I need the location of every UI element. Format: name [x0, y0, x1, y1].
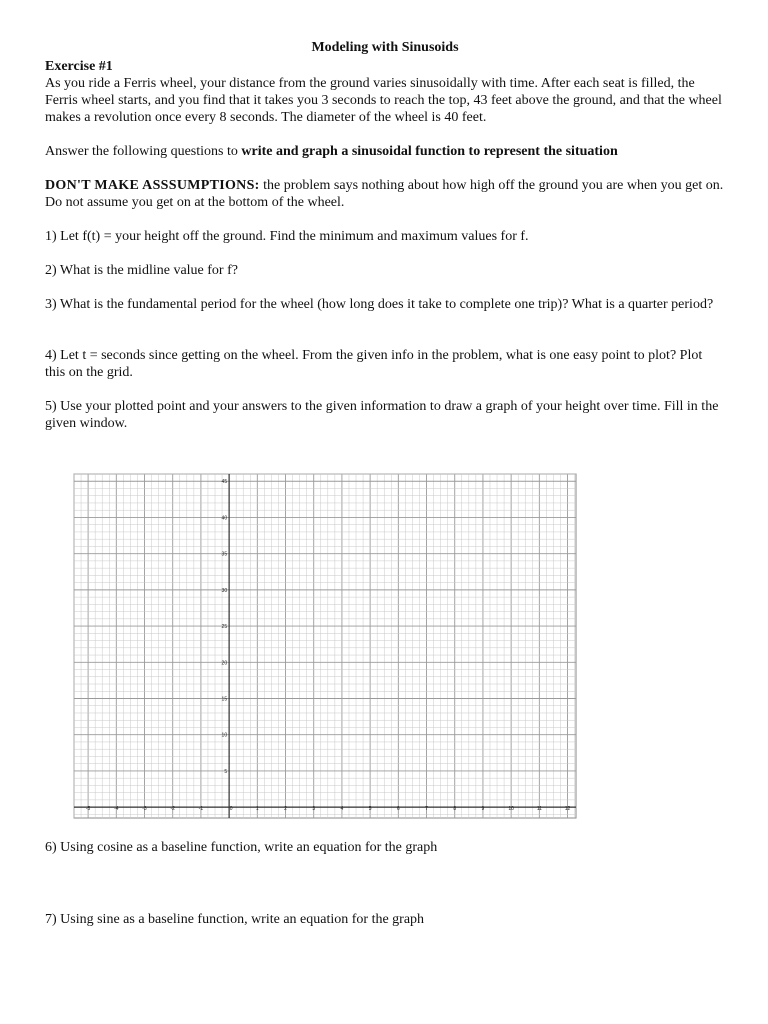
page-title: Modeling with Sinusoids	[311, 40, 459, 55]
grid-svg[interactable]	[70, 470, 580, 822]
question-2: 2) What is the midline value for f?	[45, 263, 238, 278]
x-tick-label: -4	[114, 806, 119, 813]
x-tick-label: 8	[453, 806, 457, 813]
grid-frame	[74, 474, 576, 818]
question-7: 7) Using sine as a baseline function, write an equation for the graph	[45, 912, 425, 927]
y-tick-label: 40	[221, 515, 228, 522]
x-tick-label: 6	[396, 806, 400, 813]
x-tick-label: 10	[508, 806, 514, 813]
instruction-prefix: Answer the following questions to	[45, 144, 242, 159]
x-tick-label: -1	[198, 806, 204, 813]
x-tick-label: 0	[229, 806, 233, 813]
y-tick-label: 10	[221, 732, 228, 739]
x-tick-label: 3	[312, 806, 316, 813]
y-tick-label: 35	[221, 551, 228, 558]
y-tick-label: 5	[224, 768, 228, 775]
x-tick-label: -3	[142, 806, 147, 813]
warning-paragraph	[45, 177, 725, 211]
x-tick-label: -2	[170, 806, 175, 813]
question-4: 4) Let t = seconds since getting on the wheel. From the given info in the problem, what is one easy point to plot? Plot this on the grid.	[45, 348, 703, 380]
x-tick-label: -5	[85, 806, 91, 813]
x-tick-label: 2	[284, 806, 287, 813]
question-3: 3) What is the fundamental period for the wheel (how long does it take to complete one trip)? What is a quarter period?	[45, 297, 714, 312]
intro-paragraph: As you ride a Ferris wheel, your distance from the ground varies sinusoidally with time. After each seat is filled, the Ferris wheel starts, and you find that it takes you 3 seconds to reach the top, 43 feet above the ground, and that the wheel makes a revolution once every 8 seconds. The diameter of the wheel is 40 feet.	[45, 76, 722, 125]
y-tick-label: 20	[221, 660, 228, 667]
x-tick-label: 12	[564, 806, 571, 813]
instruction-paragraph	[45, 143, 725, 160]
y-tick-label: 25	[221, 624, 228, 631]
x-tick-label: 7	[425, 806, 428, 813]
x-tick-label: 4	[340, 806, 344, 813]
x-tick-label: 11	[536, 806, 542, 813]
question-6: 6) Using cosine as a baseline function, write an equation for the graph	[45, 840, 438, 855]
warning-text: the problem says nothing about how high off the ground you are when you get on. Do not assume you get on at the bottom of the wheel.	[45, 178, 724, 210]
x-tick-label: 9	[481, 806, 485, 813]
question-5: 5) Use your plotted point and your answers to the given information to draw a graph of your height over time. Fill in the given window.	[45, 399, 719, 431]
y-tick-label: 45	[221, 479, 228, 486]
x-tick-label: 5	[368, 806, 372, 813]
worksheet	[45, 40, 725, 432]
y-tick-label: 30	[221, 587, 228, 594]
warning-label: DON'T MAKE ASSSUMPTIONS:	[45, 178, 260, 193]
graph-grid[interactable]	[70, 470, 580, 822]
exercise-heading: Exercise #1	[45, 59, 113, 74]
instruction-bold: write and graph a sinusoidal function to represent the situation	[241, 144, 618, 159]
x-tick-label: 1	[255, 806, 259, 813]
y-tick-label: 15	[221, 696, 228, 703]
question-1: 1) Let f(t) = your height off the ground. Find the minimum and maximum values for f.	[45, 229, 529, 244]
